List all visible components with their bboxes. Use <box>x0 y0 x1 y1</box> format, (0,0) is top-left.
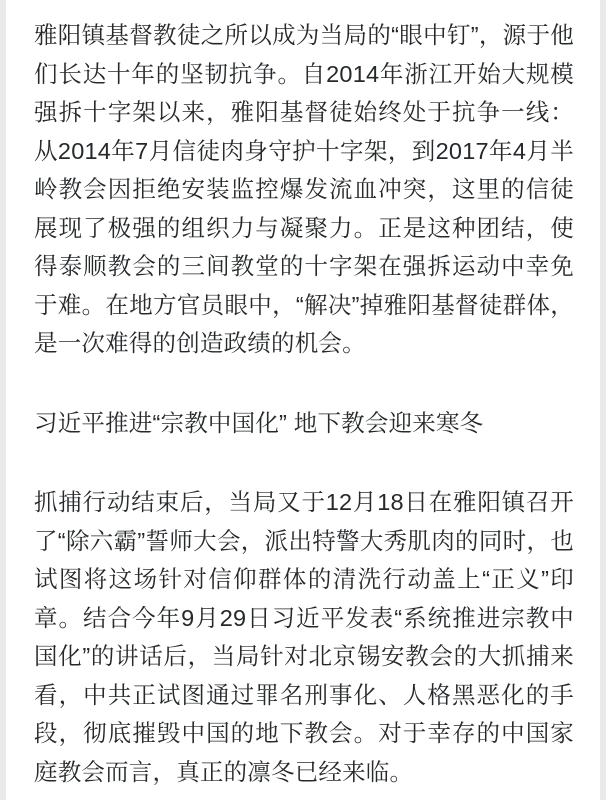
page-right-edge <box>600 0 606 800</box>
paragraph-2: 抓捕行动结束后，当局又于12月18日在雅阳镇召开了“除六霸”誓师大会，派出特警大秀肌肉的同时，也试图将这场针对信仰群体的清洗行动盖上“正义”印章。结合今年9月29日习近平发表“系统推进宗教中国化”的讲话后，当局针对北京锡安教会的大抓捕来看，中共正试图通过罪名刑事化、人格黑恶化的手段，彻底摧毁中国的地下教会。对于幸存的中国家庭教会而言，真正的凛冬已经来临。 <box>34 489 574 785</box>
heading-spacer <box>34 442 574 483</box>
paragraph-1: 雅阳镇基督教徒之所以成为当局的“眼中钉”，源于他们长达十年的坚韧抗争。自2014年浙江开始大规模强拆十字架以来，雅阳基督徒始终处于抗争一线：从2014年7月信徒肉身守护十字架，到2017年4月半岭教会因拒绝安装监控爆发流血冲突，这里的信徒展现了极强的组织力与凝聚力。正是这种团结，使得泰顺教会的三间教堂的十字架在强拆运动中幸免于难。在地方官员眼中，“解决”掉雅阳基督徒群体，是一次难得的创造政绩的机会。 <box>34 22 574 356</box>
document-content <box>34 16 574 791</box>
section-heading: 习近平推进“宗教中国化” 地下教会迎来寒冬 <box>34 409 484 436</box>
paragraph-spacer <box>34 363 574 404</box>
page-left-edge <box>0 0 6 800</box>
